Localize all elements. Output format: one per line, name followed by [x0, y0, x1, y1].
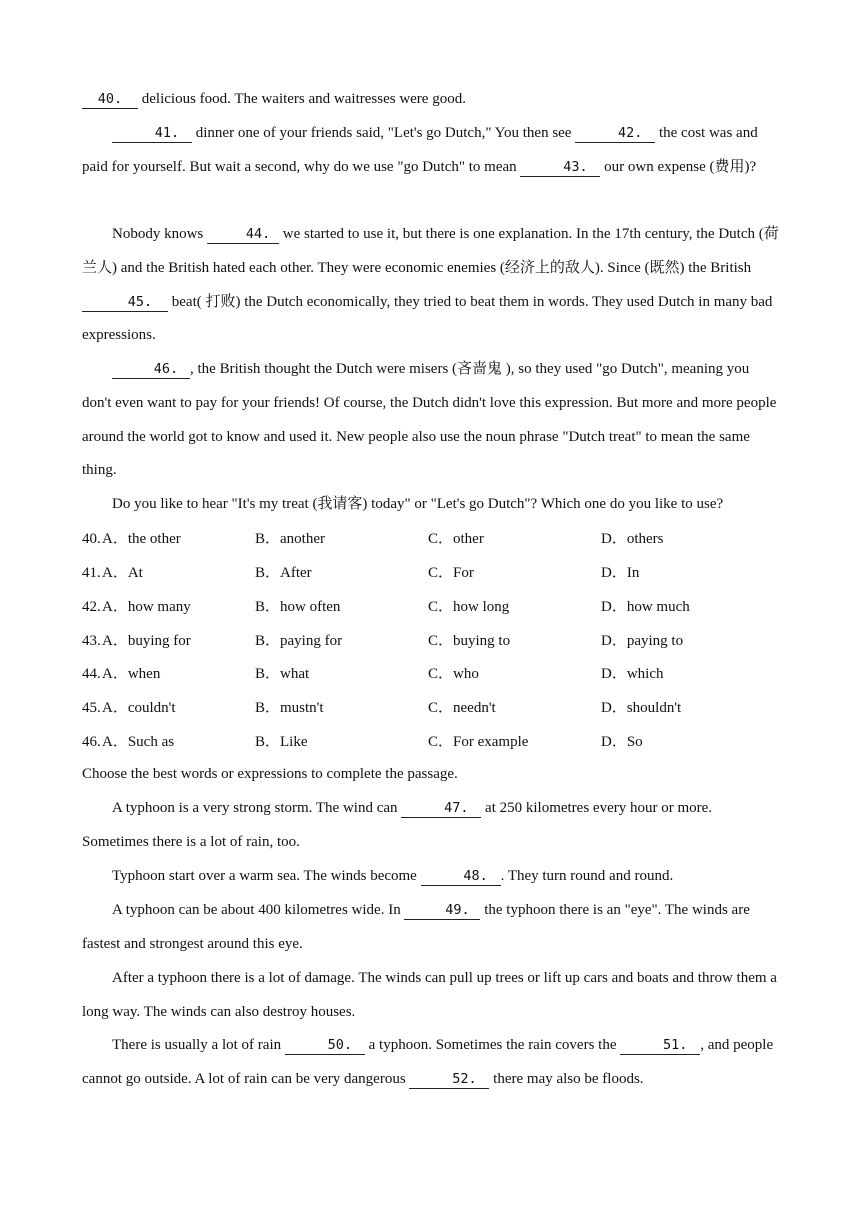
question-number: 45. — [82, 700, 101, 716]
passage-paragraph-4 — [82, 488, 780, 522]
paragraph-text: Typhoon start over a warm sea. The winds become — [112, 868, 421, 884]
question-number: 46. — [82, 734, 101, 750]
passage-paragraph-3 — [82, 353, 780, 488]
blank-40[interactable]: 40. — [82, 90, 138, 109]
typhoon-paragraph-4 — [82, 962, 780, 1030]
blank-47[interactable]: 47. — [401, 799, 481, 818]
paragraph-text: dinner one of your friends said, "Let's go Dutch," You then see — [192, 125, 576, 141]
blank-44[interactable]: 44. — [207, 225, 279, 244]
option-a[interactable]: A．how many — [102, 599, 191, 615]
option-b[interactable]: B．what — [255, 666, 310, 682]
blank-49[interactable]: 49. — [404, 901, 480, 920]
option-a[interactable]: A．couldn't — [102, 700, 176, 716]
paragraph-text: delicious food. The waiters and waitresses were good. — [138, 91, 466, 107]
option-row-43 — [82, 624, 782, 658]
option-a[interactable]: A．At — [102, 565, 143, 581]
blank-46[interactable]: 46. — [112, 360, 190, 379]
option-c[interactable]: C．For — [428, 565, 474, 581]
option-c[interactable]: C．needn't — [428, 700, 496, 716]
option-d[interactable]: D．In — [601, 565, 640, 581]
blank-50[interactable]: 50. — [285, 1036, 365, 1055]
option-row-44 — [82, 657, 782, 691]
section-instruction: Choose the best words or expressions to complete the passage. — [82, 766, 458, 782]
option-c[interactable]: C．buying to — [428, 633, 511, 649]
paragraph-text: the typhoon there is an "eye". The winds are fastest and strongest around this eye. — [82, 902, 750, 952]
option-d[interactable]: D．others — [601, 531, 664, 547]
option-a[interactable]: A．the other — [102, 531, 181, 547]
question-number: 42. — [82, 599, 101, 615]
option-d[interactable]: D．which — [601, 666, 664, 682]
paragraph-text: A typhoon is a very strong storm. The wind can — [112, 800, 402, 816]
question-number: 41. — [82, 565, 101, 581]
option-row-42 — [82, 590, 782, 624]
option-a[interactable]: A．buying for — [102, 633, 191, 649]
paragraph-text: After a typhoon there is a lot of damage. The winds can pull up trees or lift up cars and boats and throw them a long way. The winds can also destroy houses. — [82, 970, 777, 1020]
option-b[interactable]: B．mustn't — [255, 700, 324, 716]
paragraph-text: at 250 kilometres every hour or more. Sometimes there is a lot of rain, too. — [82, 800, 713, 850]
option-row-41 — [82, 556, 782, 590]
passage-paragraph-2 — [82, 218, 780, 353]
paragraph-text: There is usually a lot of rain — [112, 1037, 285, 1053]
blank-51[interactable]: 51. — [620, 1036, 700, 1055]
passage-paragraph-0 — [82, 83, 780, 117]
option-b[interactable]: B．Like — [255, 734, 308, 750]
paragraph-text: a typhoon. Sometimes the rain covers the — [364, 1037, 621, 1053]
typhoon-paragraph-2 — [82, 860, 780, 894]
option-c[interactable]: C．how long — [428, 599, 510, 615]
option-a[interactable]: A．Such as — [102, 734, 175, 750]
option-d[interactable]: D．how much — [601, 599, 690, 615]
option-d[interactable]: D．So — [601, 734, 643, 750]
option-a[interactable]: A．when — [102, 666, 161, 682]
blank-42[interactable]: 42. — [575, 124, 655, 143]
paragraph-text: . They turn round and round. — [500, 868, 674, 884]
paragraph-text: beat( 打败) the Dutch economically, they tried to beat them in words. They used Dutch in many bad expressions. — [82, 293, 773, 344]
option-b[interactable]: B．another — [255, 531, 325, 547]
typhoon-paragraph-5 — [82, 1029, 780, 1097]
option-row-40 — [82, 522, 782, 556]
option-b[interactable]: B．how often — [255, 599, 341, 615]
option-row-46 — [82, 725, 782, 759]
paragraph-text: , and people cannot go outside. A lot of rain can be very dangerous — [82, 1037, 774, 1087]
paragraph-text: , the British thought the Dutch were misers (吝啬鬼 ), so they used "go Dutch", meaning you don't even want to pay for your friends! Of course, the Dutch didn't love this expression. But more and more people around the world got to know and used it. New people also use the noun phrase "Dutch treat" to mean the same thing. — [82, 361, 777, 479]
paragraph-text: Do you like to hear "It's my treat (我请客) today" or "Let's go Dutch"? Which one do you like to use? — [112, 496, 724, 512]
option-c[interactable]: C．other — [428, 531, 484, 547]
passage-paragraph-1 — [82, 117, 780, 185]
option-c[interactable]: C．For example — [428, 734, 529, 750]
question-number: 40. — [82, 531, 101, 547]
option-b[interactable]: B．After — [255, 565, 312, 581]
blank-52[interactable]: 52. — [409, 1070, 489, 1089]
option-d[interactable]: D．shouldn't — [601, 700, 682, 716]
blank-45[interactable]: 45. — [82, 293, 168, 312]
question-number: 43. — [82, 633, 101, 649]
option-c[interactable]: C．who — [428, 666, 479, 682]
paragraph-text: the cost was and paid for yourself. But wait a second, why do we use "go Dutch" to mean — [82, 125, 758, 175]
blank-48[interactable]: 48. — [421, 867, 501, 886]
paragraph-text: we started to use it, but there is one explanation. In the 17th century, the Dutch (荷兰人) and the British hated each other. They were economic enemies (经济上的敌人). Since (既然) the British — [82, 226, 779, 276]
paragraph-text: A typhoon can be about 400 kilometres wide. In — [112, 902, 405, 918]
typhoon-paragraph-1 — [82, 792, 780, 860]
paragraph-text: there may also be floods. — [489, 1070, 644, 1087]
typhoon-paragraph-3 — [82, 894, 780, 962]
paragraph-text: our own expense (费用)? — [600, 158, 757, 175]
blank-41[interactable]: 41. — [112, 124, 192, 143]
option-b[interactable]: B．paying for — [255, 633, 343, 649]
option-row-45 — [82, 691, 782, 725]
paragraph-text: Nobody knows — [112, 226, 208, 242]
question-number: 44. — [82, 666, 101, 682]
option-d[interactable]: D．paying to — [601, 633, 684, 649]
blank-43[interactable]: 43. — [520, 158, 600, 177]
